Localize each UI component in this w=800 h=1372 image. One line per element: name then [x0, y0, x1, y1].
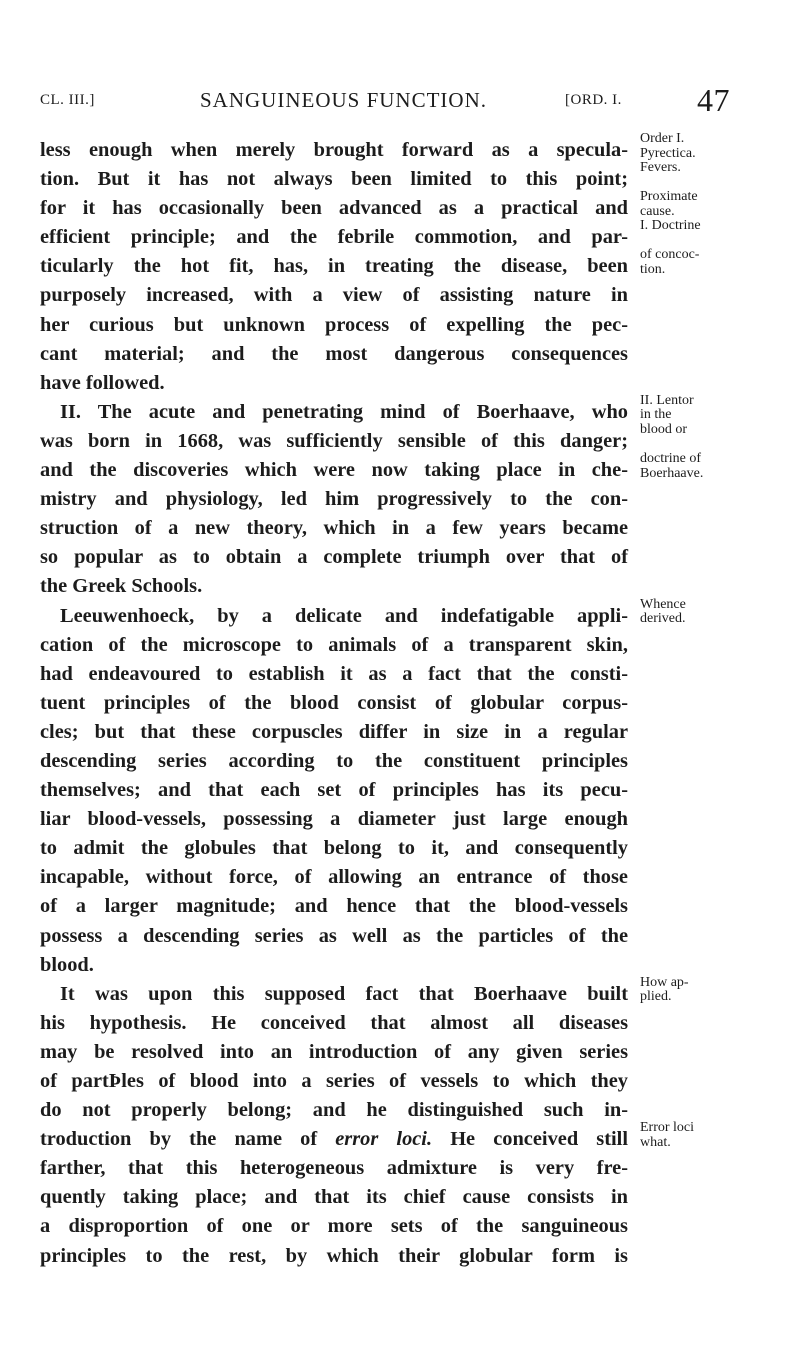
text-line: a disproportion of one or more sets of the sanguineous	[40, 1215, 628, 1238]
text-line: ticularly the hot fit, has, in treating the disease, been	[40, 255, 628, 278]
margin-note: Error loci	[640, 1120, 695, 1136]
margin-note: How ap-	[640, 974, 689, 990]
text-line: less enough when merely brought forward as a specula-	[40, 139, 628, 161]
text-line: the Greek Schools.	[40, 575, 203, 598]
margin-note: derived.	[640, 611, 686, 627]
text-line: troduction by the name of error loci. He conceived still	[40, 1128, 628, 1151]
margin-note: II. Lentor	[640, 392, 694, 408]
text-line: mistry and physiology, led him progressively to the con-	[40, 488, 628, 511]
margin-note: in the	[640, 407, 672, 423]
text-line: cles; but that these corpuscles differ in size in a regular	[40, 720, 628, 743]
text-line: have followed.	[40, 371, 165, 394]
margin-note: I. Doctrine	[640, 218, 701, 234]
text-line: had endeavoured to establish it as a fact that the consti-	[40, 662, 628, 685]
text-line: descending series according to the constituent principles	[40, 749, 628, 772]
text-line: farther, that this heterogeneous admixture is very fre-	[40, 1157, 628, 1180]
page-number: 47	[697, 82, 730, 118]
margin-note: Boerhaave.	[640, 465, 704, 481]
body-text	[40, 136, 628, 1271]
text-line: tuent principles of the blood consist of globular corpus-	[40, 691, 628, 714]
text-line: principles to the rest, by which their globular form is	[40, 1244, 628, 1267]
chapter-reference: CL. III.]	[40, 92, 95, 108]
text-line: purposely increased, with a view of assisting nature in	[40, 284, 628, 307]
text-line: of partÞles of blood into a series of vessels to which they	[40, 1070, 628, 1092]
running-title: SANGUINEOUS FUNCTION.	[200, 88, 488, 112]
text-line: struction of a new theory, which in a few years became	[40, 517, 628, 540]
margin-note: Fevers.	[640, 160, 681, 176]
text-line: themselves; and that each set of principles has its pecu-	[40, 779, 628, 802]
text-line: his hypothesis. He conceived that almost all diseases	[40, 1011, 628, 1034]
margin-note: tion.	[640, 261, 666, 277]
text-line: efficient principle; and the febrile commotion, and par-	[40, 226, 628, 249]
text-line: for it has occasionally been advanced as a practical and	[40, 197, 628, 220]
text-line: liar blood-vessels, possessing a diameter just large enough	[40, 808, 628, 831]
margin-note: Proximate	[640, 189, 698, 205]
margin-note: Pyrectica.	[640, 145, 696, 161]
text-line: do not properly belong; and he distinguished such in-	[40, 1099, 628, 1122]
text-line: II. The acute and penetrating mind of Boerhaave, who	[60, 400, 628, 423]
text-line: possess a descending series as well as the particles of the	[40, 924, 628, 947]
margin-note: doctrine of	[640, 451, 702, 467]
text-line: to admit the globules that belong to it, and consequently	[40, 837, 628, 860]
text-line: blood.	[40, 953, 94, 976]
margin-note: of concoc-	[640, 247, 700, 263]
text-line: incapable, without force, of allowing an entrance of those	[40, 866, 628, 889]
text-line: so popular as to obtain a complete triumph over that of	[40, 546, 628, 569]
order-reference: [ORD. I.	[565, 92, 622, 108]
margin-note: blood or	[640, 422, 688, 437]
margin-note: what.	[640, 1134, 671, 1150]
text-line: of a larger magnitude; and hence that the blood-vessels	[40, 895, 628, 918]
running-header	[40, 82, 730, 120]
margin-note: Whence	[640, 596, 686, 612]
text-line: Leeuwenhoeck, by a delicate and indefatigable appli-	[60, 604, 628, 627]
margin-note: Order I.	[640, 131, 685, 146]
text-line: quently taking place; and that its chief cause consists in	[40, 1186, 628, 1209]
text-line: may be resolved into an introduction of any given series	[40, 1040, 628, 1063]
text-line: her curious but unknown process of expelling the pec-	[40, 313, 628, 336]
margin-note: plied.	[640, 989, 672, 1005]
text-line: cation of the microscope to animals of a transparent skin,	[40, 633, 628, 656]
text-line: was born in 1668, was sufficiently sensible of this danger;	[40, 429, 628, 452]
text-line: cant material; and the most dangerous consequences	[40, 342, 628, 365]
text-line: It was upon this supposed fact that Boerhaave built	[60, 982, 628, 1005]
text-line: tion. But it has not always been limited to this point;	[40, 168, 628, 191]
text-line: and the discoveries which were now taking place in che-	[40, 459, 628, 482]
margin-note: cause.	[640, 203, 675, 219]
